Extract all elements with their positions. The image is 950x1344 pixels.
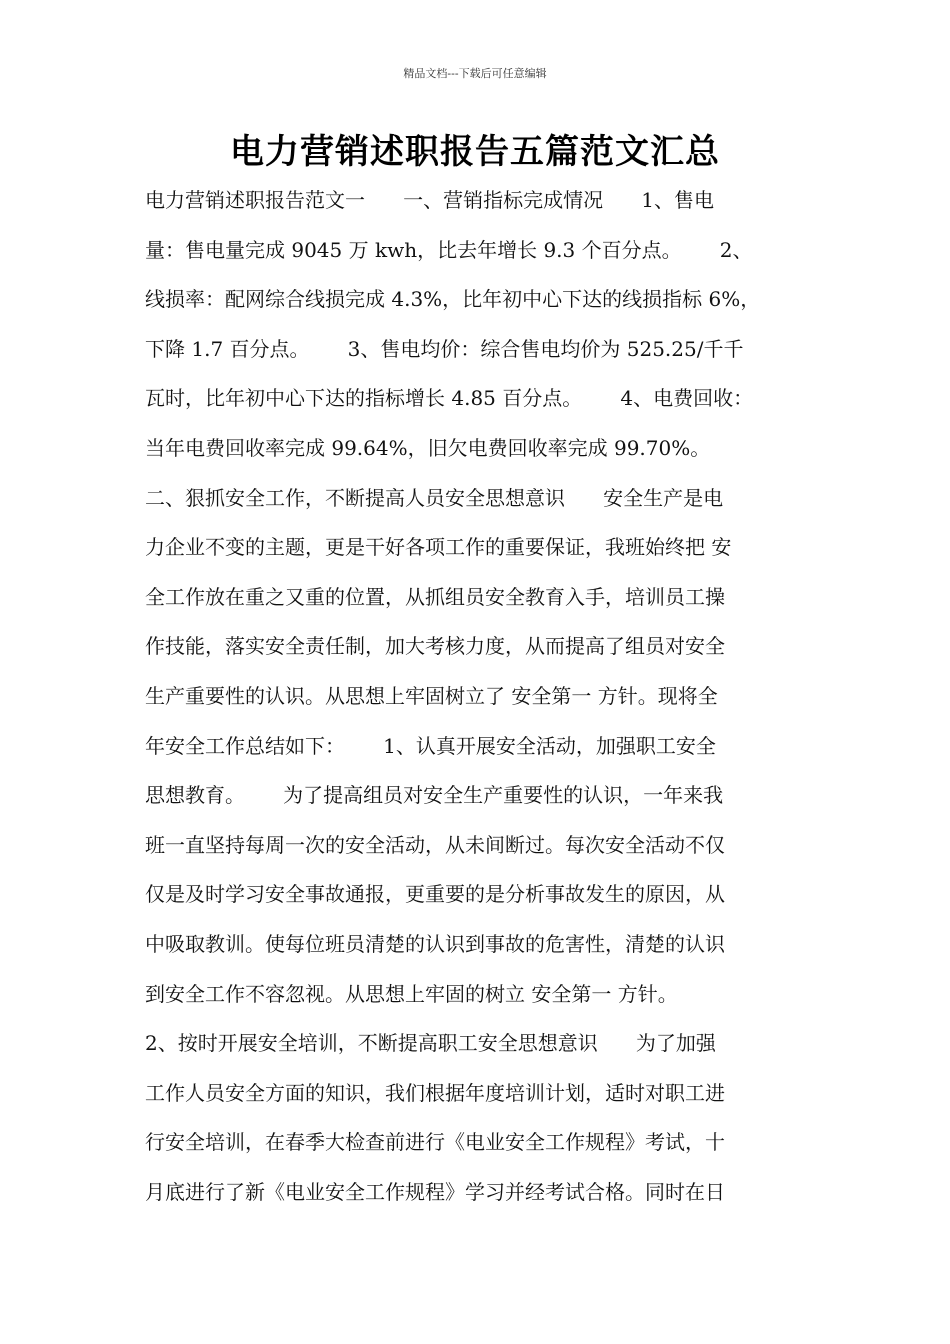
body-line: 作技能，落实安全责任制，加大考核力度，从而提高了组员对安全 <box>145 634 725 659</box>
body-line: 下降 1.7 百分点。 3、售电均价：综合售电均价为 525.25/千千 <box>145 336 744 361</box>
body-line: 月底进行了新《电业安全工作规程》学习并经考试合格。同时在日 <box>145 1179 725 1204</box>
body-line: 瓦时，比年初中心下达的指标增长 4.85 百分点。 4、电费回收： <box>145 386 754 411</box>
body-line: 思想教育。 为了提高组员对安全生产重要性的认识，一年来我 <box>145 783 724 808</box>
body-line: 力企业不变的主题，更是干好各项工作的重要保证，我班始终把 安 <box>145 535 732 560</box>
body-line: 班一直坚持每周一次的安全活动，从未间断过。每次安全活动不仅 <box>145 832 725 857</box>
body-line: 年安全工作总结如下： 1、认真开展安全活动，加强职工安全 <box>145 733 716 758</box>
body-line: 全工作放在重之又重的位置，从抓组员安全教育入手，培训员工操 <box>145 584 725 609</box>
body-line: 工作人员安全方面的知识，我们根据年度培训计划，适时对职工进 <box>145 1080 725 1105</box>
body-line: 中吸取教训。使每位班员清楚的认识到事故的危害性，清楚的认识 <box>145 931 725 956</box>
body-line: 线损率：配网综合线损完成 4.3%，比年初中心下达的线损指标 6%， <box>145 287 761 312</box>
body-line: 2、按时开展安全培训，不断提高职工安全思想意识 为了加强 <box>145 1031 716 1056</box>
header-note: 精品文档---下载后可任意编辑 <box>403 67 547 80</box>
body-line: 当年电费回收率完成 99.64%，旧欠电费回收率完成 99.70%。 <box>145 435 711 460</box>
body-line: 电力营销述职报告范文一 一、营销指标完成情况 1、售电 <box>145 188 715 212</box>
document-body <box>145 176 810 1217</box>
body-line: 量：售电量完成 9045 万 kwh，比去年增长 9.3 个百分点。 2、 <box>145 237 753 262</box>
body-line: 仅是及时学习安全事故通报，更重要的是分析事故发生的原因，从 <box>145 882 725 907</box>
document-title: 电力营销述职报告五篇范文汇总 <box>230 132 720 172</box>
body-line: 生产重要性的认识。从思想上牢固树立了 安全第一 方针。现将全 <box>145 683 718 708</box>
body-line: 行安全培训，在春季大检查前进行《电业安全工作规程》考试，十 <box>145 1130 725 1155</box>
body-line: 到安全工作不容忽视。从思想上牢固的树立 安全第一 方针。 <box>145 981 678 1006</box>
body-line: 二、狠抓安全工作，不断提高人员安全思想意识 安全生产是电 <box>145 485 724 510</box>
